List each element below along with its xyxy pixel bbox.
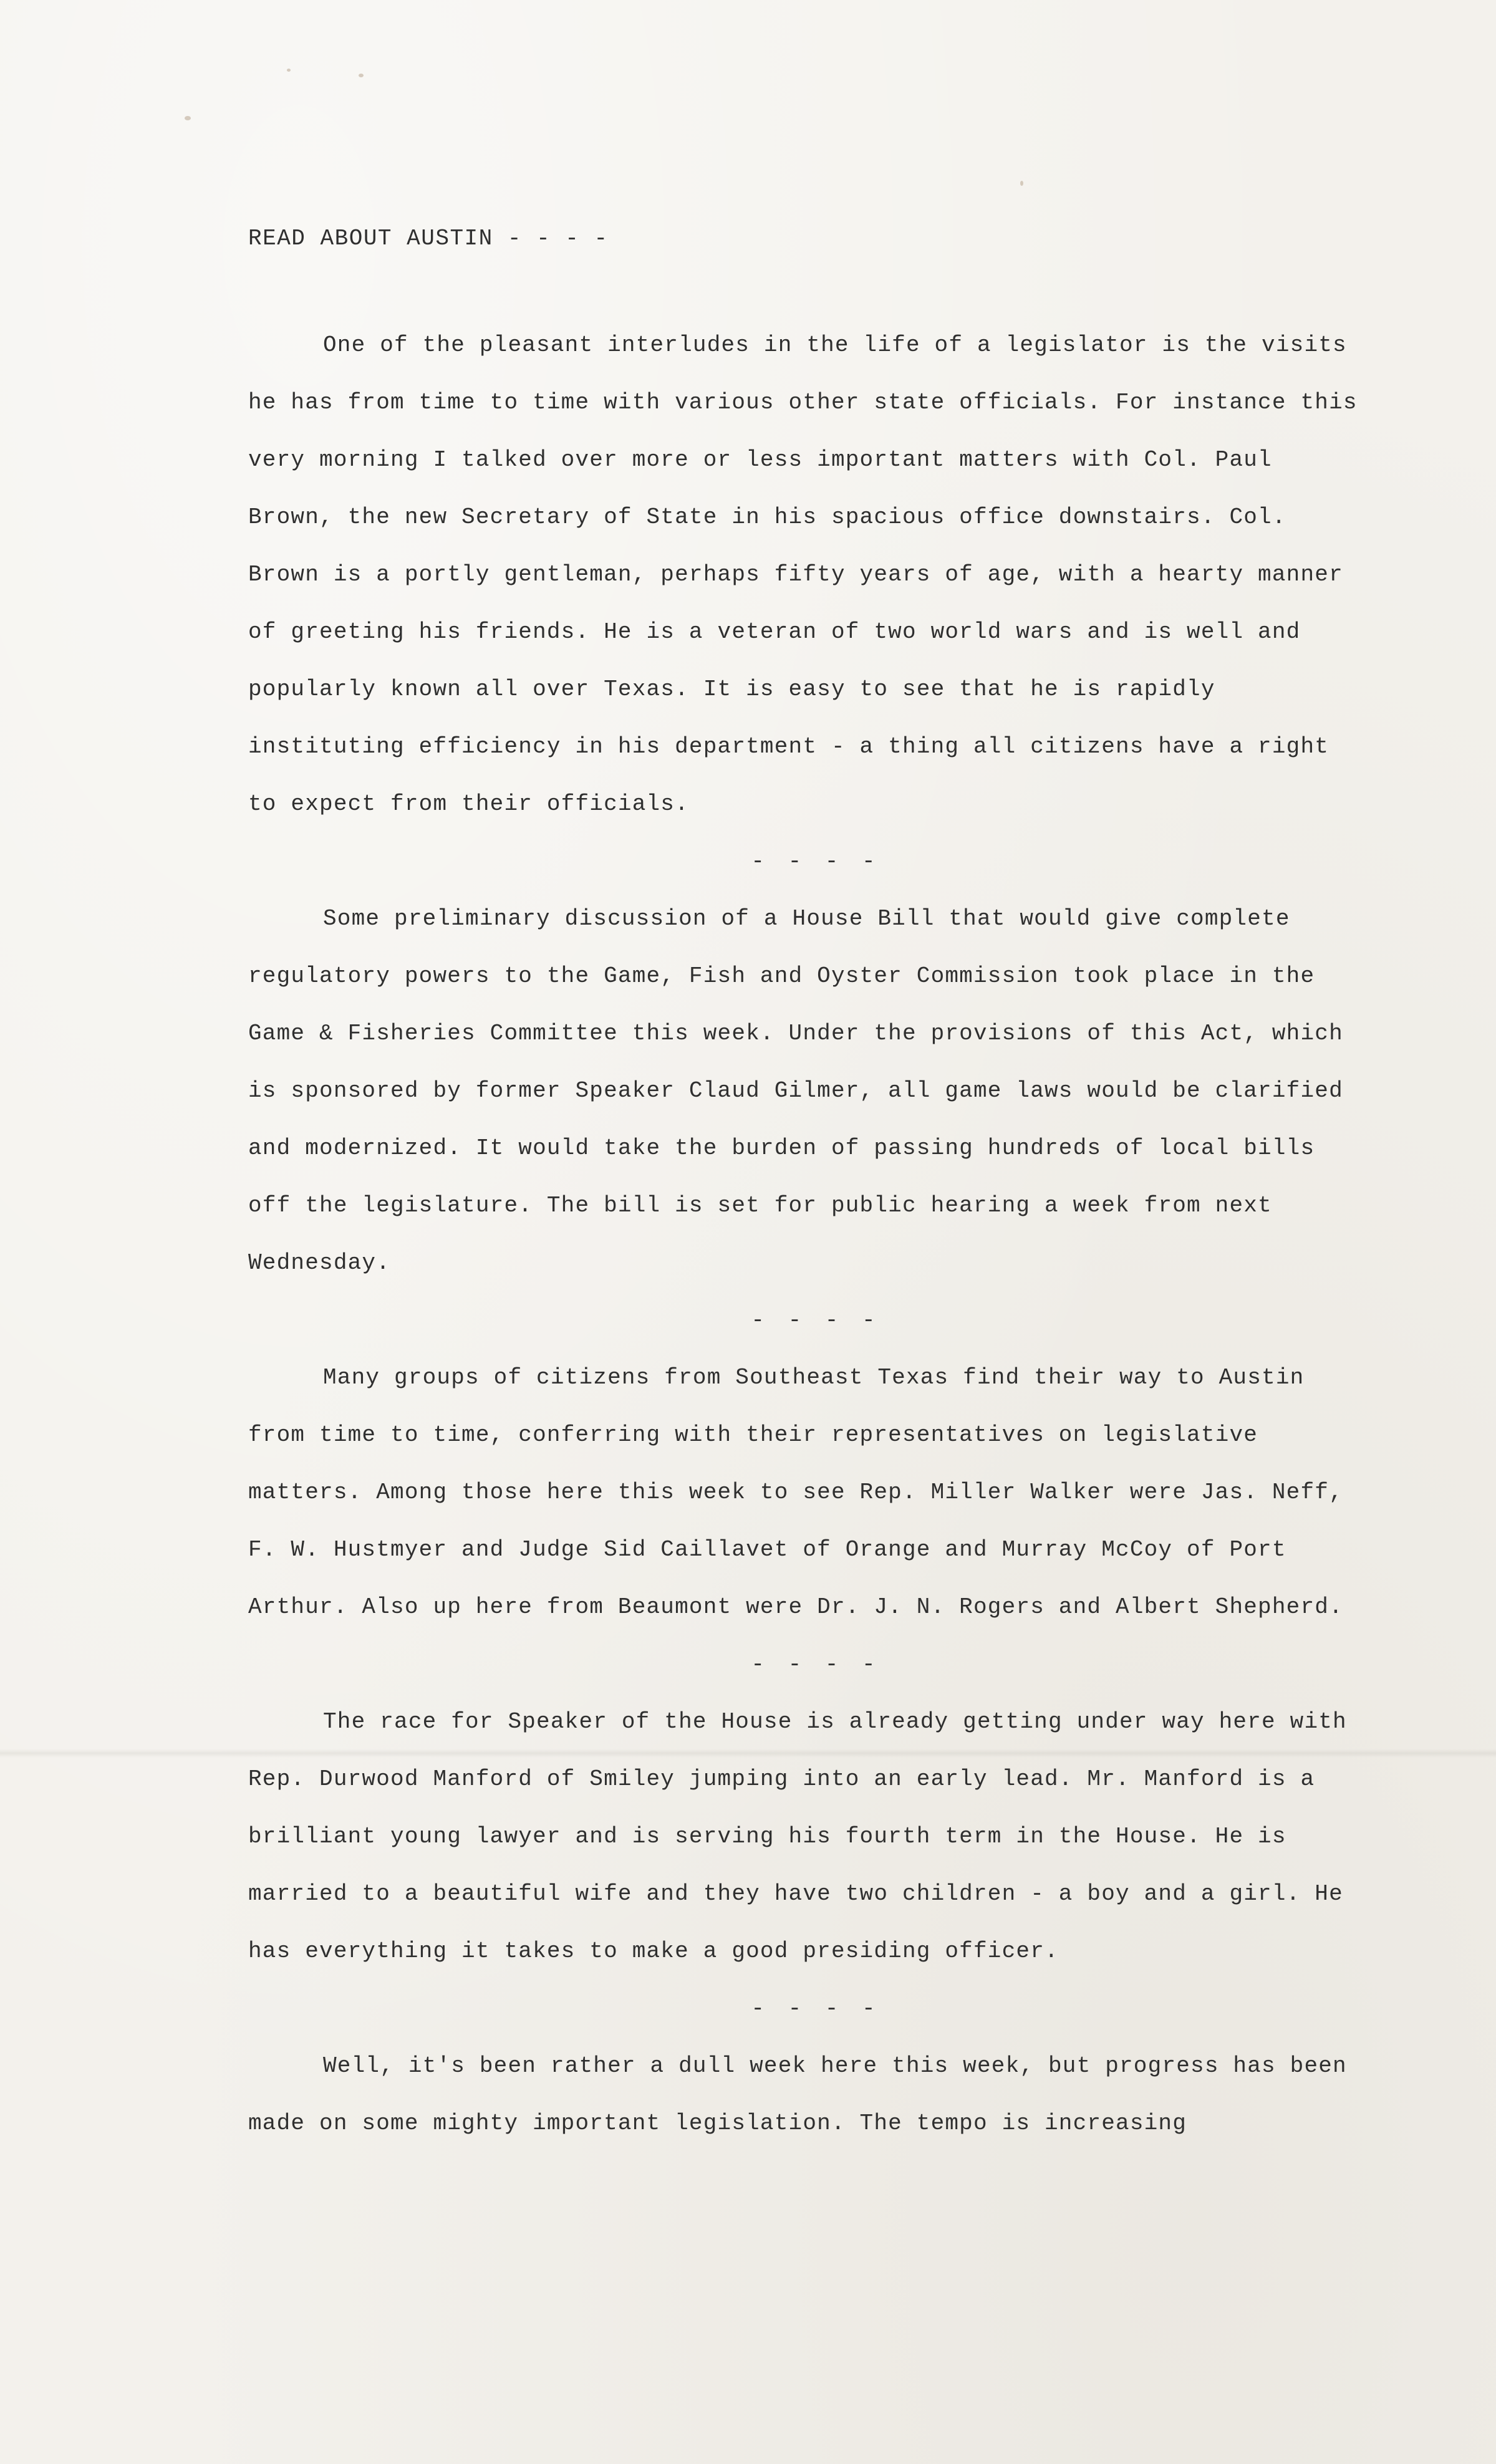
section-separator: - - - - — [751, 849, 881, 874]
paper-speck — [287, 69, 291, 72]
paper-speck — [359, 74, 364, 77]
document-heading: READ ABOUT AUSTIN - - - - — [248, 226, 609, 251]
paragraph-speaker-race: The race for Speaker of the House is already getting under way here with Rep. Durwood Manford of Smiley jumping into an early lead. Mr. Manford is a brilliant young lawyer and is serving his fourth term in the House. He is married to a beautiful wife and they have two children - a boy and a girl. He has everything it takes to make a good presiding officer. — [248, 1709, 1347, 1964]
section-separator: - - - - — [751, 1652, 881, 1677]
section-separator: - - - - — [751, 1307, 881, 1333]
paragraph-citizen-visitors: Many groups of citizens from Southeast Texas find their way to Austin from time to time, conferring with their representatives on legislative matters. Among those here this week to see Rep. Miller Walker were Jas. Neff, F. W. Hustmyer and Judge Sid Caillavet of Orange and Murray McCoy of Port Arthur. Also up here from Beaumont were Dr. J. N. Rogers and Albert Shepherd. — [248, 1365, 1343, 1620]
paragraph-secretary-of-state: One of the pleasant interludes in the life of a legislator is the visits he has from time to time with various other state officials. For instance this very morning I talked over more or less important matters with Col. Paul Brown, the new Secretary of State in his spacious office downstairs. Col. Brown is a portly gentleman, perhaps fifty years of age, with a hearty manner of greeting his friends. He is a veteran of two world wars and is well and popularly known all over Texas. It is easy to see that he is rapidly instituting efficiency in his department - a thing all citizens have a right to expect from their officials. — [248, 332, 1358, 817]
paper-speck — [185, 116, 191, 120]
paragraph-dull-week: Well, it's been rather a dull week here this week, but progress has been made on some mighty important legislation. The tempo is increasing — [248, 2053, 1347, 2136]
document-body — [248, 226, 1371, 2152]
section-separator: - - - - — [751, 1996, 881, 2021]
paragraph-game-fish-bill: Some preliminary discussion of a House Bill that would give complete regulatory powers to the Game, Fish and Oyster Commission took place in the Game & Fisheries Committee this week. Under the provisions of this Act, which is sponsored by former Speaker Claud Gilmer, all game laws would be clarified and modernized. It would take the burden of passing hundreds of local bills off the legislature. The bill is set for public hearing a week from next Wednesday. — [248, 906, 1343, 1276]
paper-speck — [1020, 181, 1023, 186]
